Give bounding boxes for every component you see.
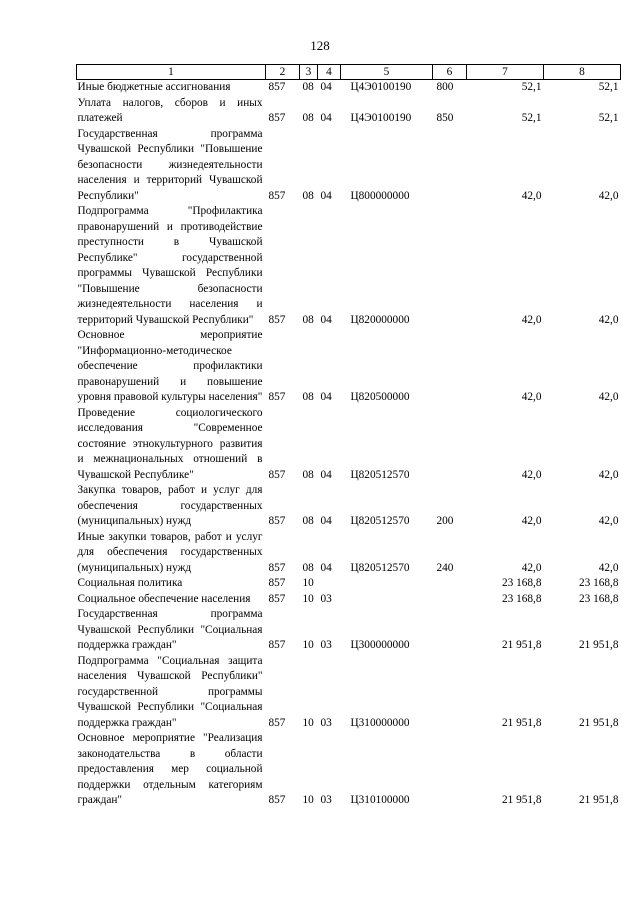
row-section: 08	[302, 313, 314, 326]
row-admin-code: 857	[268, 592, 286, 605]
header-col-2: 2	[266, 65, 300, 80]
row-sum-year-2: 23 168,8	[578, 577, 619, 589]
row-sum-year-1: 21 951,8	[501, 639, 542, 651]
row-expense-type	[433, 607, 467, 654]
row-name: Иные бюджетные ассигнования	[77, 81, 231, 93]
row-name: Социальное обеспечение населения	[77, 592, 251, 605]
row-expense-type	[433, 731, 467, 809]
row-sum-year-1: 42,0	[521, 561, 542, 574]
row-expense-type	[433, 592, 467, 608]
table-row	[77, 530, 621, 577]
row-sum-year-2: 21 951,8	[578, 794, 619, 806]
row-admin-code: 857	[268, 561, 286, 574]
row-expense-type	[433, 654, 467, 732]
row-expense-type: 240	[436, 561, 454, 574]
header-row	[77, 65, 621, 80]
header-col-3: 3	[300, 65, 318, 80]
row-subsection: 04	[320, 515, 332, 527]
row-admin-code: 857	[268, 794, 286, 806]
row-section: 08	[302, 189, 314, 202]
header-col-4: 4	[318, 65, 341, 80]
row-sum-year-1: 23 168,8	[501, 592, 542, 605]
row-name: Уплата налогов, сборов и иных платежей	[77, 96, 263, 124]
row-name: Основное мероприятие "Информационно-методическое обеспечение профилактики правонарушений и повышение уровня правовой культуры населения"	[77, 329, 263, 403]
row-target-article: Ц820500000	[350, 391, 410, 403]
row-admin-code: 857	[268, 639, 286, 651]
table-row	[77, 576, 621, 592]
row-section: 10	[302, 716, 314, 729]
row-expense-type	[433, 576, 467, 592]
row-sum-year-1: 23 168,8	[501, 577, 542, 589]
page-number: 128	[310, 38, 330, 53]
row-sum-year-1: 21 951,8	[501, 716, 542, 729]
row-sum-year-2: 52,1	[598, 81, 619, 93]
row-name: Проведение социологического исследования "Современное состояние этнокультурного развития и межнациональных отношений в Чувашской Республике"	[77, 406, 263, 481]
row-name: Государственная программа Чувашской Республики "Социальная поддержка граждан"	[77, 608, 263, 651]
row-sum-year-2: 21 951,8	[578, 716, 619, 729]
row-sum-year-2: 42,0	[598, 515, 619, 527]
table-row	[77, 127, 621, 205]
row-sum-year-2: 23 168,8	[578, 592, 619, 605]
row-subsection: 03	[320, 639, 332, 651]
row-sum-year-1: 42,0	[521, 189, 542, 202]
row-subsection: 03	[320, 716, 332, 729]
row-section: 08	[302, 468, 314, 481]
table-row	[77, 731, 621, 809]
row-section: 08	[302, 515, 314, 527]
row-sum-year-1: 42,0	[521, 313, 542, 326]
row-target-article: Ц310100000	[350, 794, 410, 806]
row-target-article: Ц820000000	[350, 313, 410, 326]
row-subsection: 04	[320, 112, 332, 124]
row-section: 10	[302, 592, 314, 605]
row-name: Подпрограмма "Профилактика правонарушений и противодействие преступности в Чувашской Республике" государственной программы Чувашской Республики "Повышение безопасности жизнедеятельности населения и территорий Чувашской Республики"	[77, 205, 263, 326]
table-row	[77, 654, 621, 732]
row-section: 10	[302, 577, 314, 589]
table-row	[77, 328, 621, 406]
row-subsection: 03	[320, 592, 332, 605]
row-admin-code: 857	[268, 716, 286, 729]
table-row	[77, 592, 621, 608]
row-subsection: 04	[320, 189, 332, 202]
row-target-article: Ц310000000	[350, 716, 410, 729]
row-expense-type	[433, 127, 467, 205]
row-sum-year-1: 21 951,8	[501, 794, 542, 806]
row-subsection: 04	[320, 313, 332, 326]
row-sum-year-2: 42,0	[598, 561, 619, 574]
row-target-article: Ц800000000	[350, 189, 410, 202]
table-row	[77, 483, 621, 530]
row-expense-type	[433, 328, 467, 406]
budget-table	[76, 64, 621, 809]
row-target-article: Ц300000000	[350, 639, 410, 651]
header-col-1: 1	[77, 65, 266, 80]
row-sum-year-2: 42,0	[598, 468, 619, 481]
row-target-article	[341, 592, 433, 608]
row-sum-year-2: 52,1	[598, 112, 619, 124]
row-name: Социальная политика	[77, 577, 183, 589]
row-subsection: 04	[320, 468, 332, 481]
row-admin-code: 857	[268, 577, 286, 589]
row-target-article: Ц4Э0100190	[350, 81, 412, 93]
row-admin-code: 857	[268, 468, 286, 481]
table-row	[77, 96, 621, 127]
row-name: Закупка товаров, работ и услуг для обеспечения государственных (муниципальных) нужд	[77, 484, 263, 527]
row-expense-type: 200	[436, 515, 454, 527]
header-col-6: 6	[433, 65, 467, 80]
row-section: 10	[302, 639, 314, 651]
row-section: 08	[302, 391, 314, 403]
row-section: 10	[302, 794, 314, 806]
row-sum-year-1: 52,1	[521, 81, 542, 93]
row-target-article	[341, 576, 433, 592]
header-col-7: 7	[467, 65, 544, 80]
row-expense-type	[433, 204, 467, 328]
row-sum-year-1: 42,0	[521, 468, 542, 481]
row-sum-year-1: 42,0	[521, 515, 542, 527]
row-admin-code: 857	[268, 391, 286, 403]
table-row	[77, 204, 621, 328]
row-subsection: 04	[320, 391, 332, 403]
row-target-article: Ц820512570	[350, 468, 410, 481]
row-expense-type: 800	[436, 81, 454, 93]
row-section: 08	[302, 112, 314, 124]
row-expense-type	[433, 406, 467, 484]
row-sum-year-1: 42,0	[521, 391, 542, 403]
table-row	[77, 80, 621, 96]
table-row	[77, 406, 621, 484]
header-col-5: 5	[341, 65, 433, 80]
row-sum-year-2: 42,0	[598, 313, 619, 326]
row-section: 08	[302, 81, 314, 93]
row-subsection: 03	[320, 794, 332, 806]
row-sum-year-2: 21 951,8	[578, 639, 619, 651]
row-admin-code: 857	[268, 81, 286, 93]
row-subsection: 04	[320, 561, 332, 574]
row-name: Государственная программа Чувашской Республики "Повышение безопасности жизнедеятельности населения и территорий Чувашской Республики"	[77, 127, 263, 202]
row-sum-year-2: 42,0	[598, 391, 619, 403]
table-row	[77, 607, 621, 654]
row-subsection	[318, 576, 341, 592]
row-target-article: Ц820512570	[350, 561, 410, 574]
row-expense-type: 850	[436, 112, 454, 124]
row-section: 08	[302, 561, 314, 574]
header-col-8: 8	[544, 65, 621, 80]
row-admin-code: 857	[268, 112, 286, 124]
row-admin-code: 857	[268, 515, 286, 527]
row-name: Основное мероприятие "Реализация законодательства в области предоставления мер социальной поддержки отдельным категориям граждан"	[77, 732, 263, 806]
row-admin-code: 857	[268, 189, 286, 202]
row-admin-code: 857	[268, 313, 286, 326]
row-target-article: Ц820512570	[350, 515, 410, 527]
row-name: Подпрограмма "Социальная защита населения Чувашской Республики" государственной программы Чувашской Республики "Социальная поддержка граждан"	[77, 654, 263, 729]
row-subsection: 04	[320, 81, 332, 93]
row-name: Иные закупки товаров, работ и услуг для обеспечения государственных (муниципальных) нужд	[77, 530, 263, 574]
row-sum-year-1: 52,1	[521, 112, 542, 124]
row-sum-year-2: 42,0	[598, 189, 619, 202]
row-target-article: Ц4Э0100190	[350, 112, 412, 124]
